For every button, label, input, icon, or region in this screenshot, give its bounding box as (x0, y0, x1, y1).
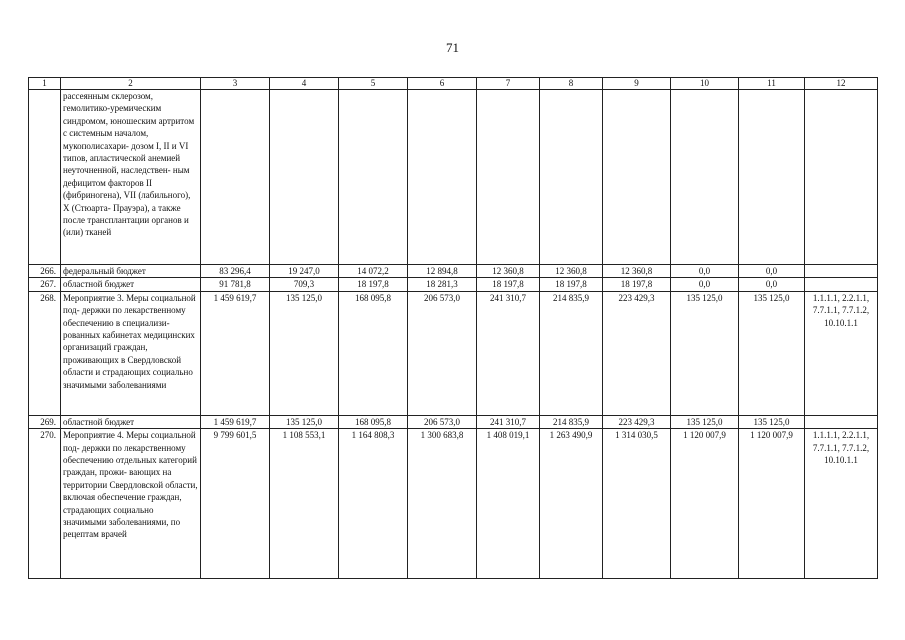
amount-cell (477, 90, 540, 265)
amount-cell: 1 263 490,9 (540, 429, 603, 579)
amount-cell: 206 573,0 (408, 415, 477, 428)
amount-cell: 214 835,9 (540, 415, 603, 428)
amount-cell: 206 573,0 (408, 291, 477, 415)
amount-cell: 135 125,0 (270, 415, 339, 428)
header-row (29, 78, 878, 90)
row-number-cell: 269. (29, 415, 61, 428)
amount-cell: 135 125,0 (739, 415, 805, 428)
target-indicator-cell (805, 265, 878, 278)
amount-cell (739, 90, 805, 265)
row-number-cell: 270. (29, 429, 61, 579)
description-cell: рассеянным склерозом, гемолитико-уремическим синдромом, юношеским артритом с системным началом, мукополисахари- дозом I, II и VI типов, апластической анемией неуточненной, наследствен- ным дефицитом факторов II (фибриногена), VII (лабильного), X (Стюарта- Прауэра), а также после трансплантации органов и (или) тканей (61, 90, 201, 265)
column-header: 11 (739, 78, 805, 90)
column-header: 4 (270, 78, 339, 90)
amount-cell: 1 314 030,5 (603, 429, 671, 579)
description-cell: федеральный бюджет (61, 265, 201, 278)
amount-cell: 12 360,8 (603, 265, 671, 278)
description-cell: Мероприятие 4. Меры социальной под- держки по лекарственному обеспечению отдельных категорий граждан, прожи- вающих на территории Свердловской области, включая обеспечение граждан, страдающих социально значимыми заболеваниями, по рецептам врачей (61, 429, 201, 579)
amount-cell: 1 459 619,7 (201, 291, 270, 415)
target-indicator-cell (805, 90, 878, 265)
target-indicator-cell (805, 278, 878, 291)
budget-table (28, 77, 878, 579)
amount-cell: 9 799 601,5 (201, 429, 270, 579)
amount-cell: 18 281,3 (408, 278, 477, 291)
amount-cell: 0,0 (671, 278, 739, 291)
table-row (29, 278, 878, 291)
amount-cell: 135 125,0 (671, 291, 739, 415)
amount-cell: 1 108 553,1 (270, 429, 339, 579)
amount-cell: 1 408 019,1 (477, 429, 540, 579)
amount-cell: 168 095,8 (339, 291, 408, 415)
column-header: 9 (603, 78, 671, 90)
column-header: 3 (201, 78, 270, 90)
row-number-cell: 268. (29, 291, 61, 415)
amount-cell: 168 095,8 (339, 415, 408, 428)
amount-cell: 12 360,8 (540, 265, 603, 278)
amount-cell: 0,0 (739, 278, 805, 291)
column-header: 2 (61, 78, 201, 90)
amount-cell: 12 360,8 (477, 265, 540, 278)
amount-cell: 241 310,7 (477, 291, 540, 415)
amount-cell: 18 197,8 (477, 278, 540, 291)
table-row (29, 265, 878, 278)
description-cell: областной бюджет (61, 278, 201, 291)
amount-cell: 241 310,7 (477, 415, 540, 428)
column-header: 6 (408, 78, 477, 90)
amount-cell: 12 894,8 (408, 265, 477, 278)
amount-cell (270, 90, 339, 265)
amount-cell: 223 429,3 (603, 415, 671, 428)
target-indicator-cell: 1.1.1.1, 2.2.1.1, 7.7.1.1, 7.7.1.2, 10.10.1.1 (805, 429, 878, 579)
amount-cell: 18 197,8 (603, 278, 671, 291)
amount-cell (201, 90, 270, 265)
column-header: 8 (540, 78, 603, 90)
amount-cell: 18 197,8 (339, 278, 408, 291)
amount-cell: 1 300 683,8 (408, 429, 477, 579)
column-header: 7 (477, 78, 540, 90)
description-cell: Мероприятие 3. Меры социальной под- держки по лекарственному обеспечению в специализи- рованных кабинетах медицинских организаций граждан, проживающих в Свердловской области и страдающих социально значимыми заболеваниями (61, 291, 201, 415)
amount-cell: 135 125,0 (739, 291, 805, 415)
row-number-cell: 267. (29, 278, 61, 291)
table-body (29, 90, 878, 579)
amount-cell: 709,3 (270, 278, 339, 291)
column-header: 1 (29, 78, 61, 90)
amount-cell: 1 120 007,9 (739, 429, 805, 579)
table-row (29, 429, 878, 579)
description-cell: областной бюджет (61, 415, 201, 428)
amount-cell: 214 835,9 (540, 291, 603, 415)
amount-cell: 1 459 619,7 (201, 415, 270, 428)
column-header: 12 (805, 78, 878, 90)
table-row (29, 415, 878, 428)
amount-cell: 0,0 (739, 265, 805, 278)
column-header: 10 (671, 78, 739, 90)
amount-cell (339, 90, 408, 265)
amount-cell: 91 781,8 (201, 278, 270, 291)
page-number: 71 (446, 40, 459, 55)
amount-cell: 135 125,0 (270, 291, 339, 415)
amount-cell: 19 247,0 (270, 265, 339, 278)
amount-cell: 14 072,2 (339, 265, 408, 278)
amount-cell (671, 90, 739, 265)
amount-cell: 18 197,8 (540, 278, 603, 291)
row-number-cell: 266. (29, 265, 61, 278)
column-header: 5 (339, 78, 408, 90)
amount-cell (540, 90, 603, 265)
amount-cell (408, 90, 477, 265)
target-indicator-cell (805, 415, 878, 428)
amount-cell: 0,0 (671, 265, 739, 278)
amount-cell (603, 90, 671, 265)
table-row (29, 291, 878, 415)
row-number-cell (29, 90, 61, 265)
table-row (29, 90, 878, 265)
amount-cell: 135 125,0 (671, 415, 739, 428)
amount-cell: 1 120 007,9 (671, 429, 739, 579)
amount-cell: 1 164 808,3 (339, 429, 408, 579)
target-indicator-cell: 1.1.1.1, 2.2.1.1, 7.7.1.1, 7.7.1.2, 10.10.1.1 (805, 291, 878, 415)
amount-cell: 83 296,4 (201, 265, 270, 278)
amount-cell: 223 429,3 (603, 291, 671, 415)
